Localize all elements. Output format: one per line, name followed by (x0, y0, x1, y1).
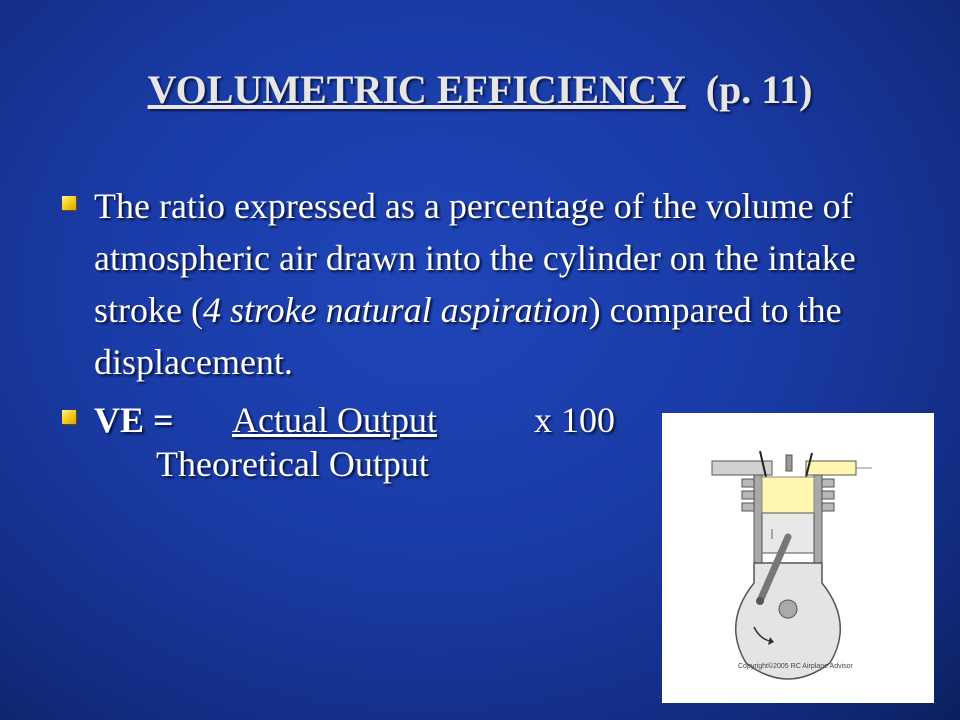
bullet-definition (60, 180, 860, 388)
crankcase (736, 563, 841, 679)
crank-pin (756, 597, 764, 605)
formula-numerator: Actual Output (232, 400, 437, 440)
title-main: VOLUMETRIC EFFICIENCY (147, 67, 686, 112)
spark-plug (786, 455, 792, 471)
slide-title (0, 66, 960, 113)
formula-multiplier: x 100 (534, 400, 615, 440)
air-fuel-charge (762, 477, 814, 513)
definition-text-after: ) compared to the displacement. (94, 290, 842, 382)
bullet-marker-icon (62, 196, 76, 210)
definition-text-italic: 4 stroke natural aspiration (202, 290, 589, 330)
figure-copyright: Copyright©2005 RC Airplane Advisor (738, 663, 853, 670)
title-page-ref: (p. 11) (705, 67, 813, 112)
exhaust-port (806, 461, 856, 475)
formula-label: VE = (94, 400, 174, 440)
piston (762, 513, 814, 553)
cylinder-wall-right (814, 475, 822, 565)
definition-text-before: The ratio expressed as a percentage of the volume of atmospheric air drawn into the cylinder on the intake stroke ( (94, 186, 856, 330)
engine-cylinder-figure (662, 413, 934, 703)
engine-cylinder-illustration (662, 413, 934, 703)
bullet-list (60, 180, 860, 484)
crankshaft-hub (779, 600, 797, 618)
bullet-marker-icon (62, 410, 76, 424)
formula-denominator: Theoretical Output (156, 444, 429, 484)
cylinder-wall-left (754, 475, 762, 565)
